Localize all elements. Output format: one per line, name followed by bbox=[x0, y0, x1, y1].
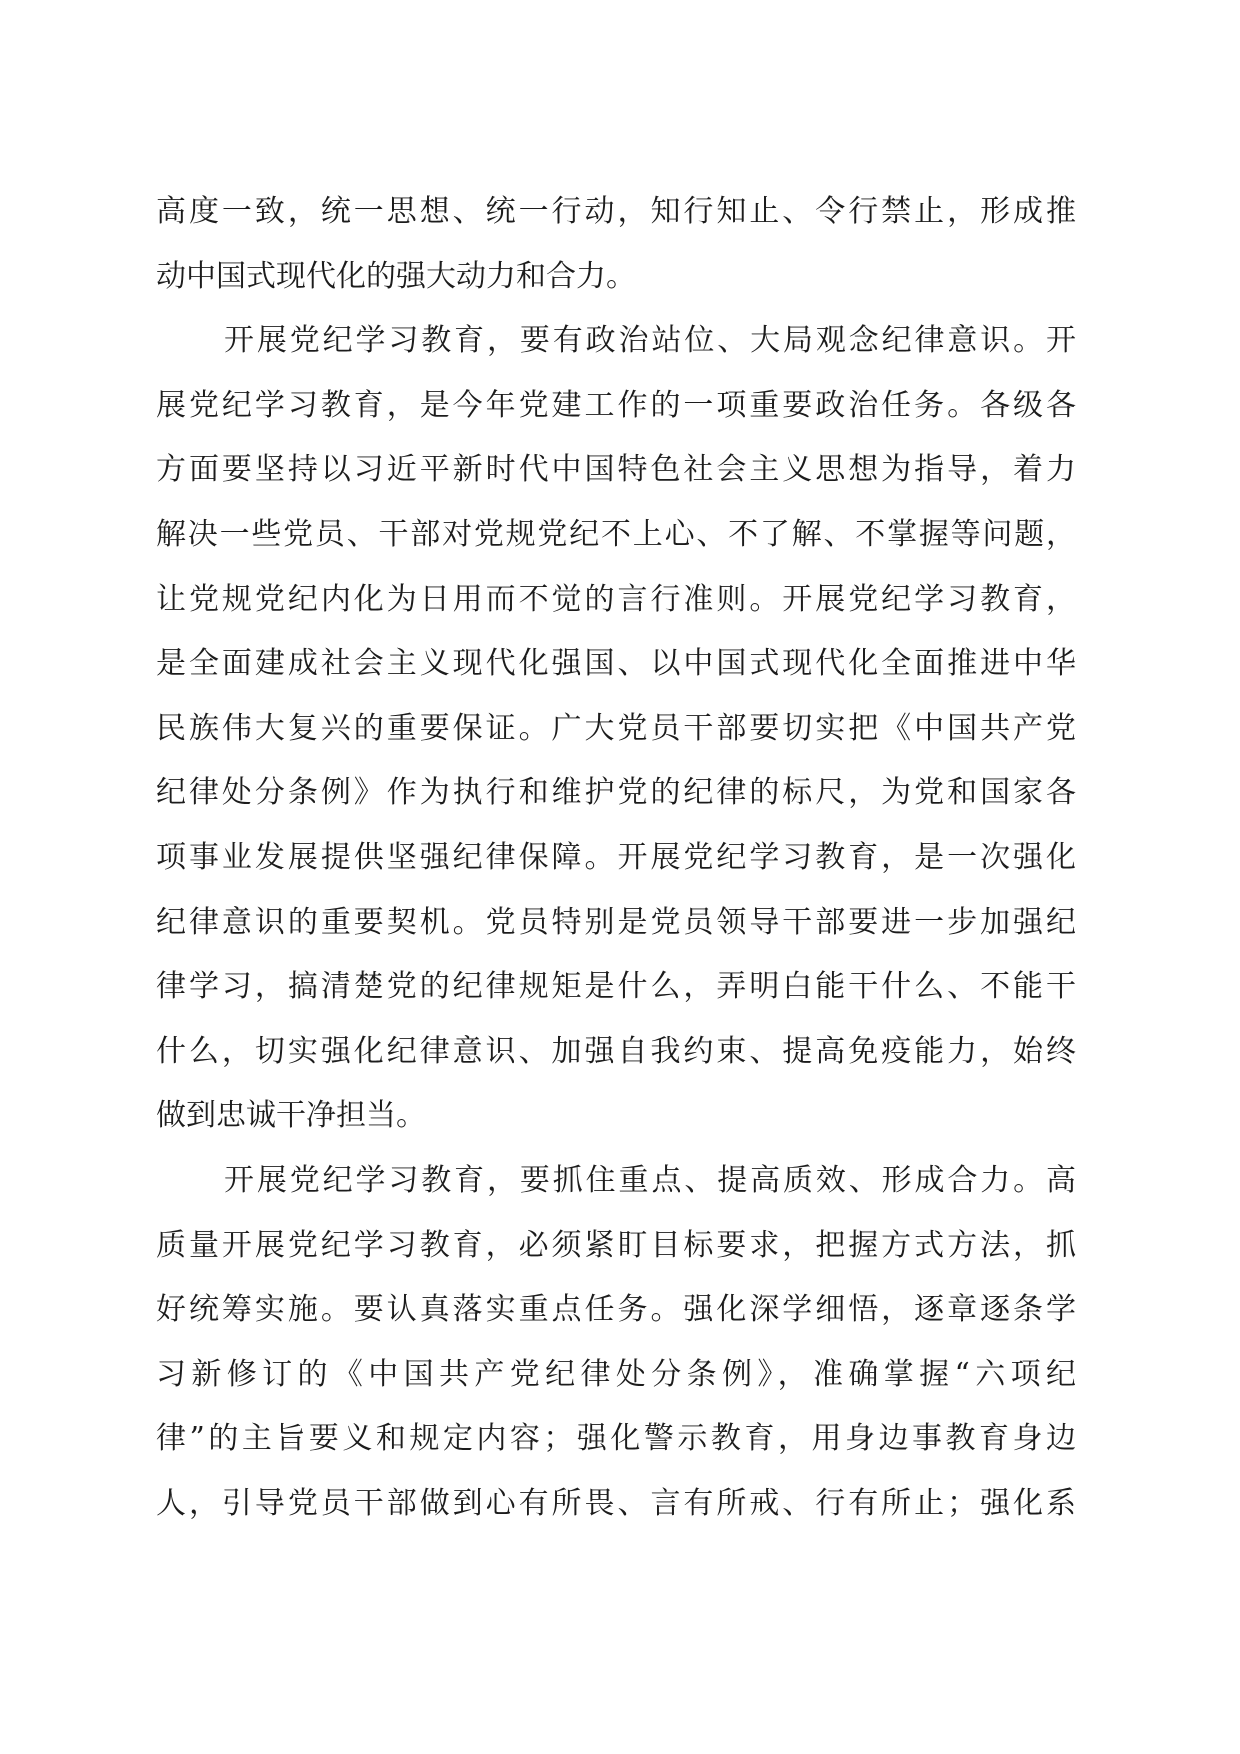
text-line: 动中国式现代化的强大动力和合力。 bbox=[156, 258, 636, 294]
text-line: 纪律意识的重要契机。党员特别是党员领导干部要进一步加强纪 bbox=[156, 904, 1076, 940]
text-line: 是全面建成社会主义现代化强国、以中国式现代化全面推进中华 bbox=[156, 646, 1076, 682]
text-line: 让党规党纪内化为日用而不觉的言行准则。开展党纪学习教育， bbox=[156, 581, 1076, 617]
text-line: 什么，切实强化纪律意识、加强自我约束、提高免疫能力，始终 bbox=[156, 1033, 1076, 1069]
text-line: 律”的主旨要义和规定内容；强化警示教育，用身边事教育身边 bbox=[156, 1421, 1076, 1457]
paragraph-first-line: 开展党纪学习教育，要有政治站位、大局观念纪律意识。开 bbox=[224, 323, 1076, 359]
text-line: 高度一致，统一思想、统一行动，知行知止、令行禁止，形成推 bbox=[156, 194, 1076, 229]
text-line: 项事业发展提供坚强纪律保障。开展党纪学习教育，是一次强化 bbox=[156, 839, 1076, 875]
text-line: 方面要坚持以习近平新时代中国特色社会主义思想为指导，着力 bbox=[156, 452, 1076, 488]
text-line: 习新修订的《中国共产党纪律处分条例》，准确掌握“六项纪 bbox=[156, 1356, 1076, 1392]
text-line: 解决一些党员、干部对党规党纪不上心、不了解、不掌握等问题， bbox=[156, 516, 1076, 552]
text-line: 人，引导党员干部做到心有所畏、言有所戒、行有所止；强化系 bbox=[156, 1485, 1076, 1521]
paragraph-first-line: 开展党纪学习教育，要抓住重点、提高质效、形成合力。高 bbox=[224, 1162, 1076, 1198]
text-line: 质量开展党纪学习教育，必须紧盯目标要求，把握方式方法，抓 bbox=[156, 1227, 1076, 1263]
text-line: 律学习，搞清楚党的纪律规矩是什么，弄明白能干什么、不能干 bbox=[156, 969, 1076, 1005]
body-text bbox=[156, 180, 1076, 1536]
text-line: 展党纪学习教育，是今年党建工作的一项重要政治任务。各级各 bbox=[156, 387, 1076, 423]
text-line: 做到忠诚干净担当。 bbox=[156, 1098, 426, 1134]
text-line: 民族伟大复兴的重要保证。广大党员干部要切实把《中国共产党 bbox=[156, 710, 1076, 746]
text-line: 纪律处分条例》作为执行和维护党的纪律的标尺，为党和国家各 bbox=[156, 775, 1076, 811]
text-line: 好统筹实施。要认真落实重点任务。强化深学细悟，逐章逐条学 bbox=[156, 1292, 1076, 1328]
